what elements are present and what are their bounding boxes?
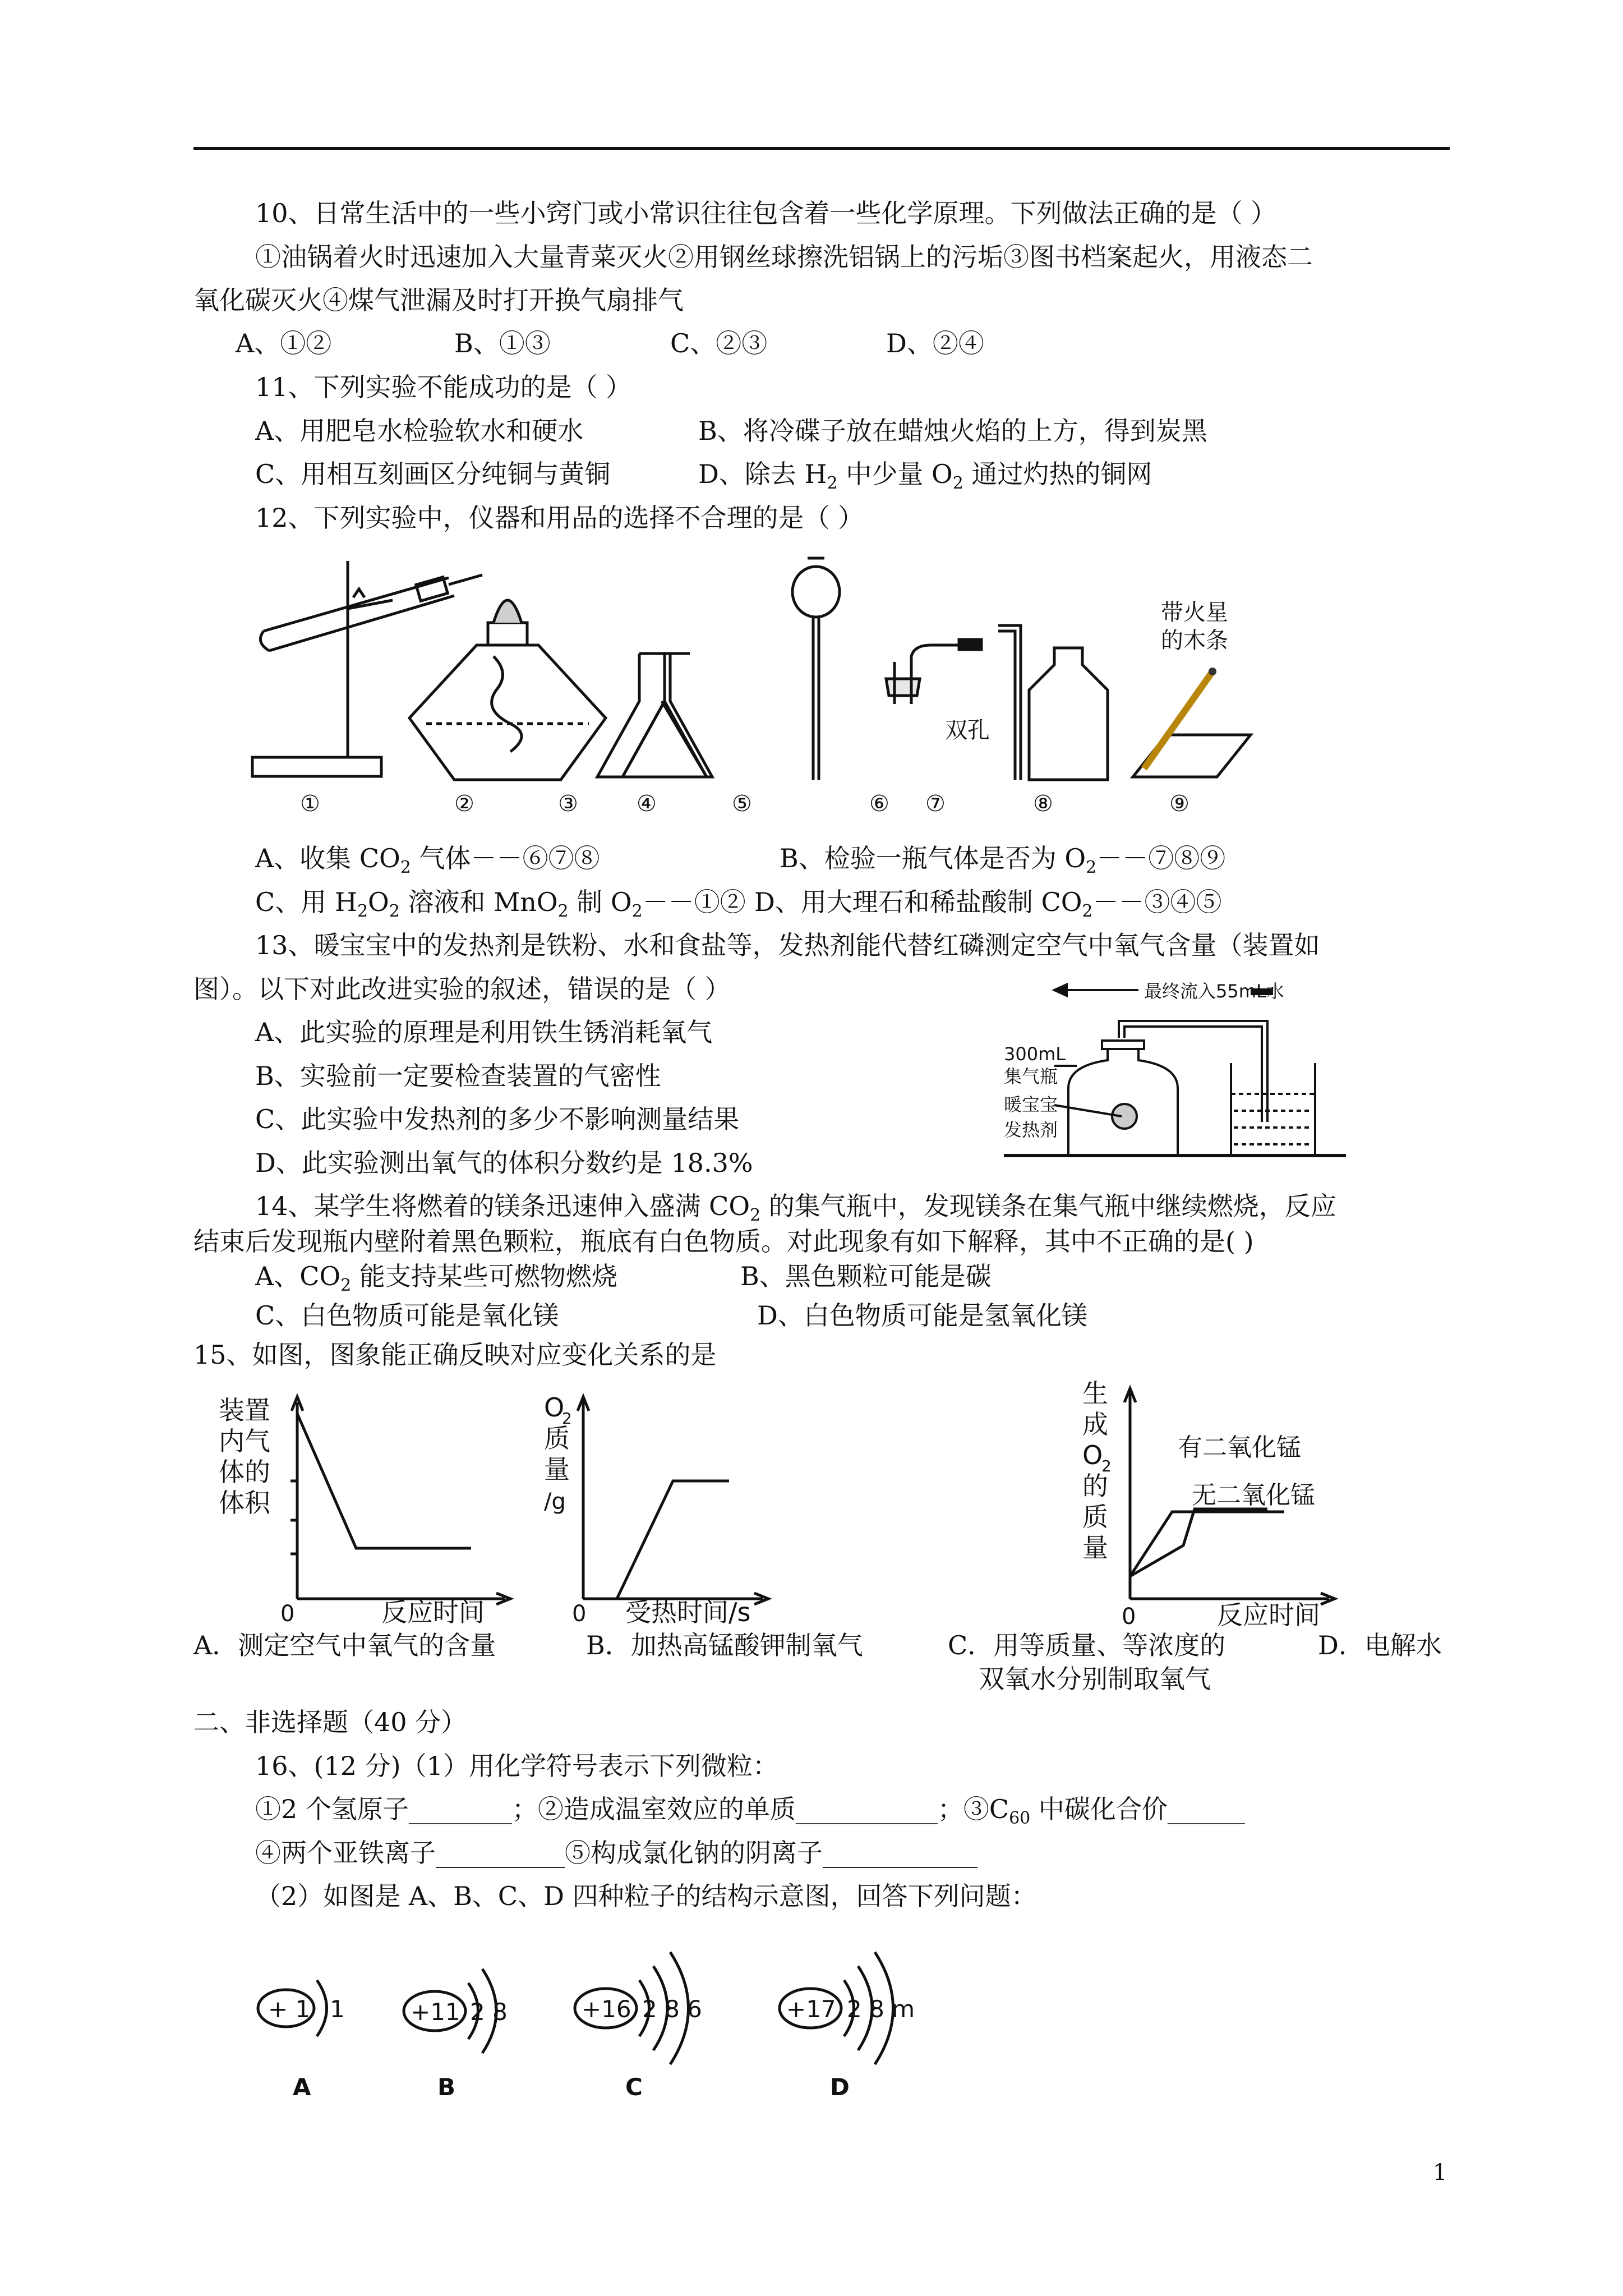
q13-option-a: A、此实验的原理是利用铁生锈消耗氧气 <box>255 1017 713 1047</box>
graph-b-xlabel: 受热时间/s <box>625 1597 751 1627</box>
graph-a-xlabel: 反应时间 <box>381 1597 485 1627</box>
header-rule <box>193 147 1450 150</box>
graph-b-line <box>617 1481 729 1599</box>
graph-c-ylabel-5: 质 <box>1082 1502 1108 1532</box>
atom-b-nucleus: +11 <box>411 1998 460 2026</box>
q16-line4: （2）如图是 A、B、C、D 四种粒子的结构示意图，回答下列问题： <box>255 1881 1037 1911</box>
atom-b-label: B <box>437 2073 456 2101</box>
q15-graph-c <box>1082 1377 1346 1635</box>
q14-option-b: B、黑色颗粒可能是碳 <box>740 1261 992 1291</box>
atom-a-nucleus: + 1 <box>268 1995 311 2023</box>
q15-caption-a: A．测定空气中氧气的含量 <box>193 1630 496 1660</box>
atom-c-nucleus: +16 <box>582 1995 631 2023</box>
graph-a-zero: 0 <box>280 1601 295 1627</box>
graph-b-ylabel-o: O <box>544 1392 565 1423</box>
atom-c-label: C <box>625 2073 643 2101</box>
graph-c-ylabel-6: 量 <box>1082 1533 1108 1563</box>
iron-stand-icon <box>252 561 482 776</box>
q10-option-a: A、①② <box>236 328 332 358</box>
q13-volume-label: 300mL <box>1004 1043 1066 1065</box>
q12-label-2: ② <box>454 791 474 817</box>
graph-a-ylabel-3: 体的 <box>219 1457 270 1487</box>
q16-line2: ①2 个氢原子________；②造成温室效应的单质___________；$③C_{60}$ 中碳化合价______ <box>255 1794 1245 1829</box>
graph-c-ylabel-3: O <box>1082 1440 1103 1470</box>
q10-option-d: D、②④ <box>886 328 984 358</box>
q12-label-7: ⑦ <box>925 791 946 817</box>
atom-b-shells: 2 8 <box>470 1998 508 2026</box>
q16-line1: 16、(12 分)（1）用化学符号表示下列微粒： <box>255 1751 778 1781</box>
q12-apparatus-figure <box>247 555 1256 825</box>
conical-flask-icon <box>597 654 712 777</box>
q15-caption-c2: 双氧水分别制取氧气 <box>979 1664 1211 1694</box>
q16-line3: ④两个亚铁离子__________⑤构成氯化钠的阴离子____________ <box>255 1838 978 1868</box>
section-heading: 二、非选择题（40 分） <box>193 1707 467 1737</box>
graph-b-zero: 0 <box>572 1601 587 1627</box>
q15-caption-d: D．电解水 <box>1318 1630 1442 1660</box>
q13-line2: 图）。以下对此改进实验的叙述，错误的是（ ） <box>193 974 731 1004</box>
q14-option-c: C、白色物质可能是氧化镁 <box>255 1300 559 1331</box>
q14-option-a: A、$CO_2$ 能支持某些可燃物燃烧 <box>255 1261 617 1296</box>
graph-c-label-without: 无二氧化锰 <box>1192 1481 1315 1510</box>
q12-label-9: ⑨ <box>1169 791 1189 817</box>
q10-stem: 10、日常生活中的一些小窍门或小常识往往包含着一些化学原理。下列做法正确的是（ ） <box>255 198 1277 228</box>
graph-c-ylabel-1: 生 <box>1082 1378 1108 1409</box>
q12-label-4: ④ <box>637 791 657 817</box>
graph-a-ylabel-2: 内气 <box>219 1426 270 1456</box>
splint-label-2: 的木条 <box>1161 628 1228 654</box>
atom-c-shells: 2 8 6 <box>642 1995 702 2023</box>
q12-label-5: ⑤ <box>732 791 752 817</box>
q12-label-8: ⑧ <box>1033 791 1053 817</box>
q13-agent-label: 发热剂 <box>1004 1119 1058 1140</box>
q15-caption-c1: C．用等质量、等浓度的 <box>948 1630 1226 1660</box>
q12-stem: 12、下列实验中，仪器和用品的选择不合理的是（ ） <box>255 503 864 533</box>
graph-b-ylabel-3: /g <box>544 1489 566 1515</box>
q13-line1: 13、暖宝宝中的发热剂是铁粉、水和食盐等，发热剂能代替红磷测定空气中氧气含量（装置如 <box>255 930 1320 960</box>
atom-a-shells: 1 <box>330 1995 345 2023</box>
q10-option-b: B、①③ <box>454 328 551 358</box>
graph-a-ylabel-4: 体积 <box>219 1488 270 1518</box>
double-hole-stopper-icon <box>886 639 981 704</box>
graph-c-xlabel: 反应时间 <box>1217 1600 1320 1630</box>
q13-flow-label: 最终流入55mL水 <box>1144 981 1284 1002</box>
double-hole-label: 双孔 <box>945 717 990 743</box>
atom-d-label: D <box>830 2073 850 2101</box>
atom-d-shells: 2 8 m <box>847 1995 915 2023</box>
q10-line3: 氧化碳灭火④煤气泄漏及时打开换气扇排气 <box>193 285 684 315</box>
graph-b-ylabel-sub: 2 <box>562 1409 572 1428</box>
q12-label-6: ⑥ <box>869 791 889 817</box>
q13-warm-label: 暖宝宝 <box>1004 1094 1058 1115</box>
page-number: 1 <box>1433 2160 1447 2185</box>
q10-option-c: C、②③ <box>670 328 768 358</box>
q15-caption-b: B．加热高锰酸钾制氧气 <box>586 1630 863 1660</box>
graph-c-ylabel-2: 成 <box>1082 1409 1108 1439</box>
q14-line2: 结束后发现瓶内壁附着黑色颗粒，瓶底有白色物质。对此现象有如下解释，其中不正确的是( ) <box>193 1226 1254 1257</box>
q13-bottle-label: 集气瓶 <box>1004 1066 1058 1087</box>
q16-atom-diagrams <box>247 1924 976 2115</box>
q12-option-d: D、用大理石和稀盐酸制 $CO_2--③④⑤$ <box>754 887 1222 922</box>
alcohol-lamp-icon <box>409 600 606 780</box>
q13-option-d: D、此实验测出氧气的体积分数约是 18.3% <box>255 1148 753 1178</box>
q15-graph-b <box>538 1386 785 1632</box>
q13-option-c: C、此实验中发热剂的多少不影响测量结果 <box>255 1104 740 1134</box>
graph-c-label-with: 有二氧化锰 <box>1178 1433 1301 1462</box>
q11-option-d: D、除去 $H_2$ 中少量 $O_2$ 通过灼热的铜网 <box>698 459 1152 494</box>
q13-option-b: B、实验前一定要检查装置的气密性 <box>255 1061 661 1091</box>
long-funnel-icon <box>792 558 840 780</box>
q12-splint-figure <box>1122 595 1267 785</box>
graph-c-ylabel-4: 的 <box>1082 1471 1108 1501</box>
wooden-splint-icon <box>1144 673 1211 769</box>
atom-a-label: A <box>293 2073 311 2101</box>
graph-a-ylabel-1: 装置 <box>219 1395 270 1425</box>
q10-line2: ①油锅着火时迅速加入大量青菜灭火②用钢丝球擦洗铝锅上的污垢③图书档案起火，用液态二 <box>255 242 1313 272</box>
splint-label-1: 带火星 <box>1161 600 1228 625</box>
q12-label-1: ① <box>300 791 320 817</box>
q11-stem: 11、下列实验不能成功的是（ ） <box>255 372 632 402</box>
graph-c-zero: 0 <box>1122 1604 1136 1630</box>
graph-b-ylabel-1: 质 <box>544 1423 570 1453</box>
q15-graph-a <box>213 1391 516 1632</box>
graph-c-ylabel-sub: 2 <box>1101 1457 1112 1475</box>
q12-option-a: A、收集 $CO_2$ 气体－－⑥⑦⑧ <box>255 843 600 878</box>
q15-stem: 15、如图，图象能正确反映对应变化关系的是 <box>193 1340 717 1370</box>
graph-b-ylabel-2: 量 <box>544 1454 570 1484</box>
q13-apparatus-figure <box>1004 976 1352 1161</box>
gas-bottle-icon <box>1029 648 1108 780</box>
q11-option-c: C、用相互刻画区分纯铜与黄铜 <box>255 459 611 489</box>
bent-glass-tube-icon <box>998 625 1021 780</box>
q12-option-b: B、检验一瓶气体是否为 $O_2--⑦⑧⑨$ <box>780 843 1226 878</box>
q12-label-3: ③ <box>558 791 578 817</box>
atom-d-nucleus: +17 <box>786 1995 836 2023</box>
graph-c-line-with <box>1130 1512 1284 1576</box>
q12-option-c: C、用 $H_2O_2$ 溶液和 MnO$_2$ 制 $O_2--①②$ <box>255 887 746 922</box>
q11-option-b: B、将冷碟子放在蜡烛火焰的上方，得到炭黑 <box>698 416 1207 446</box>
q14-line1: 14、某学生将燃着的镁条迅速伸入盛满 $CO_2$ 的集气瓶中，发现镁条在集气瓶中继续燃烧，反应 <box>255 1191 1336 1226</box>
q11-option-a: A、用肥皂水检验软水和硬水 <box>255 416 584 446</box>
q14-option-d: D、白色物质可能是氢氧化镁 <box>757 1300 1087 1331</box>
graph-a-line <box>297 1414 471 1548</box>
